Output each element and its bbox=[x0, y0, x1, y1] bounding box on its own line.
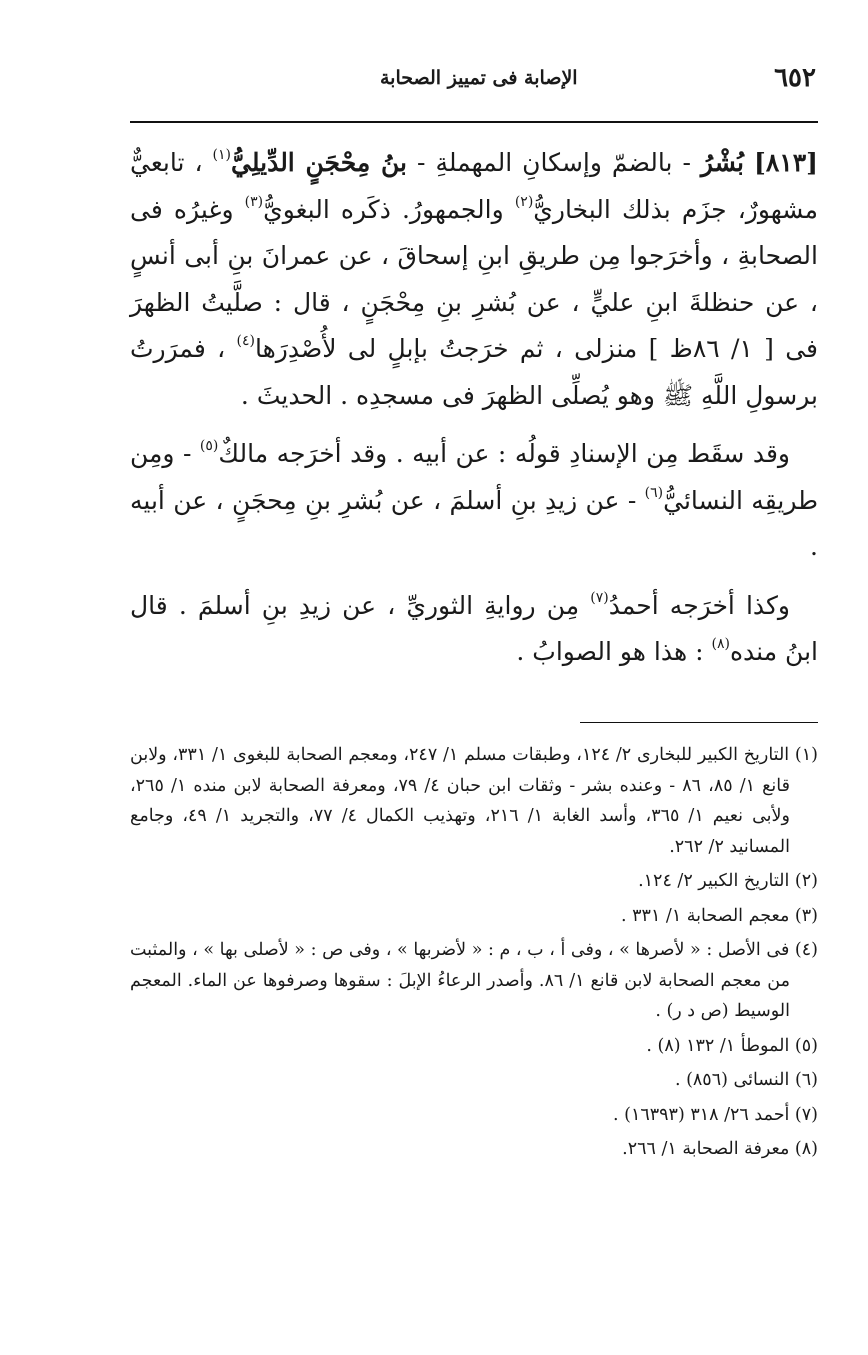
footnote-2: (٢) التاريخ الكبير ٢/ ١٢٤. bbox=[638, 871, 818, 891]
entry-paragraph-3 bbox=[130, 583, 818, 676]
footnote-1: (١) التاريخ الكبير للبخارى ٢/ ١٢٤، وطبقات مسلم ١/ ٢٤٧، ومعجم الصحابة للبغوى ١/ ٣٣١، ولابن قانع ١/ ٨٥، ٨٦ - وعنده بشر - وثقات ابن حبان ٤/ ٧٩، ومعرفة الصحابة لابن منده ١/ ٢٦٥، ولأبى نعيم ١/ ٣٦٥، وأسد الغابة ١/ ٢١٦، وتهذيب الكمال ٤/ ٧٧، والتجريد ١/ ٤٩، وجامع المسانيد ٢/ ٢٦٢. bbox=[130, 745, 818, 857]
page-header bbox=[128, 58, 816, 98]
footnote-ref-2[interactable]: (٢) bbox=[514, 193, 534, 210]
entry-paragraph-1 bbox=[130, 140, 818, 419]
entry-number: [٨١٣] bbox=[754, 148, 818, 177]
text-segment: - عن زيدِ بنِ أسلمَ ، عن بُشرِ بنِ مِحجَنٍ ، عن أبيه . bbox=[130, 485, 818, 561]
text-segment: - بالضمّ وإسكانِ المهملةِ - bbox=[407, 148, 701, 177]
text-segment: مِن روايةِ الثوريِّ ، عن زيدِ بنِ أسلمَ . قال ابنُ منده bbox=[130, 590, 818, 666]
entry-name: بُشْرُ bbox=[700, 148, 744, 177]
page-number: ٦٥٢ bbox=[774, 63, 816, 93]
text-segment: وقد سقَط مِن الإسنادِ قولُه : عن أبيه . وقد أخرَجه مالكٌ bbox=[218, 439, 790, 468]
footnote-4: (٤) فى الأصل : « لأصرها » ، وفى أ ، ب ، م : « لأضربها » ، وفى ص : « لأصلى بها » ، والمثبت من معجم الصحابة لابن قانع ١/ ٨٦. وأصدر الرعاءُ الإبلَ : سقوها وصرفوها عن الماء. المعجم الوسيط (ص د ر) . bbox=[130, 940, 818, 1021]
footnote-5: (٥) الموطأ ١/ ١٣٢ (٨) . bbox=[646, 1035, 818, 1056]
footnote-8: (٨) معرفة الصحابة ١/ ٢٦٦. bbox=[622, 1139, 818, 1159]
header-rule bbox=[130, 121, 818, 123]
text-segment: : هذا هو الصوابُ . bbox=[516, 637, 712, 666]
text-segment: ، فمرَرتُ برسولِ اللَّهِ ﷺ وهو يُصلِّى الظهرَ فى مسجدِه . الحديثَ . bbox=[130, 334, 818, 410]
footnote-rule bbox=[580, 722, 818, 723]
text-segment: وغيرُه فى الصحابةِ ، وأخرَجوا مِن طريقِ ابنِ إسحاقَ ، عن عمرانَ بنِ أبى أنسٍ ، عن حنظلةَ ابنِ عليٍّ ، عن بُشرِ بنِ مِحْجَنٍ ، قال : صلَّيتُ الظهرَ فى [ ١/ ٨٦ظ ] منزلى ، ثم خرَجتُ بإبلٍ لى لأُصْدِرَها bbox=[130, 194, 818, 363]
footnote-3: (٣) معجم الصحابة ١/ ٣٣١ . bbox=[621, 905, 818, 926]
footnote-ref-5[interactable]: (٥) bbox=[199, 438, 219, 454]
footnote-ref-1[interactable]: (١) bbox=[212, 147, 231, 163]
footnote-6: (٦) النسائى (٨٥٦) . bbox=[674, 1070, 818, 1090]
text-segment: وكذا أخرَجه أحمدُ bbox=[608, 590, 790, 620]
footnotes bbox=[130, 740, 818, 1169]
running-title: الإصابة فى تمييز الصحابة bbox=[380, 67, 578, 89]
footnote-ref-3[interactable]: (٣) bbox=[244, 193, 264, 210]
entry-paragraph-2 bbox=[130, 431, 818, 571]
footnote-ref-6[interactable]: (٦) bbox=[644, 484, 664, 501]
footnote-ref-8[interactable]: (٨) bbox=[711, 636, 730, 652]
footnote-ref-4[interactable]: (٤) bbox=[236, 333, 255, 349]
main-text bbox=[130, 140, 818, 676]
text-segment: ، تابعيٌّ مشهورٌ، جزَم بذلك البخاريُّ bbox=[130, 148, 818, 224]
text-segment: - ومِن طريقِه النسائيُّ bbox=[130, 439, 819, 515]
text-segment: والجمهورُ. ذكَره البغويُّ bbox=[263, 194, 515, 224]
entry-name-lineage: بنُ مِحْجَنٍ الدِّيلِيُّ bbox=[231, 148, 407, 177]
footnote-ref-7[interactable]: (٧) bbox=[590, 589, 609, 606]
footnote-7: (٧) أحمد ٢٦/ ٣١٨ (١٦٣٩٣) . bbox=[613, 1104, 818, 1125]
